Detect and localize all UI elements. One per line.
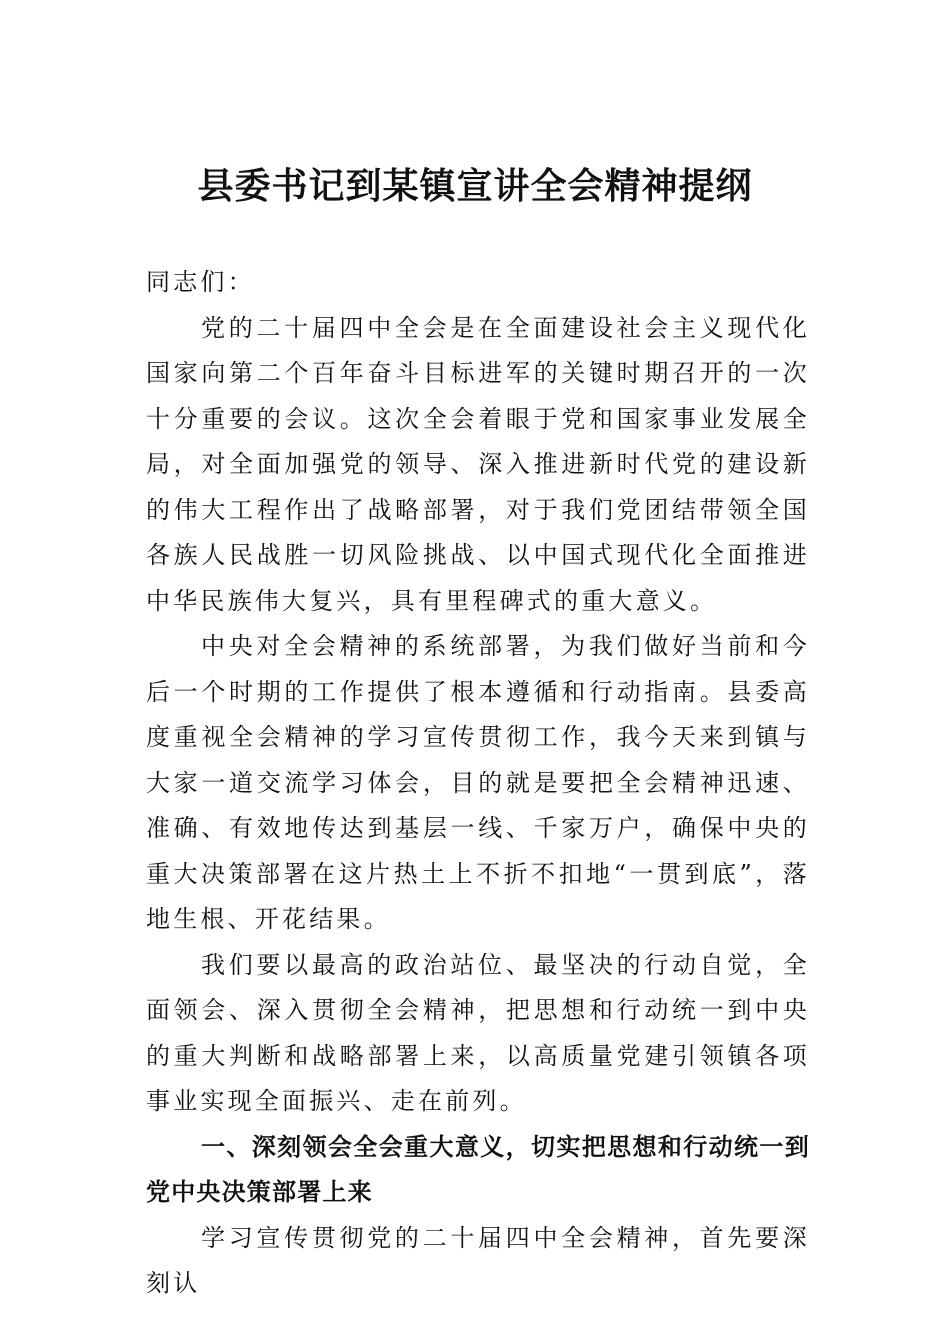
paragraph-3: 我们要以最高的政治站位、最坚决的行动自觉，全面领会、深入贯彻全会精神，把思想和行动统一到中央的重大判断和战略部署上来，以高质量党建引领镇各项事业实现全面振兴、走在前列。 [146, 950, 810, 1115]
salutation: 同志们： [146, 268, 255, 296]
document-title: 县委书记到某镇宣讲全会精神提纲 [197, 165, 753, 207]
document-body [146, 260, 810, 1307]
paragraph-2: 中央对全会精神的系统部署，为我们做好当前和今后一个时期的工作提供了根本遵循和行动指南。县委高度重视全会精神的学习宣传贯彻工作，我今天来到镇与大家一道交流学习体会，目的就是要把全会精神迅速、准确、有效地传达到基层一线、千家万户，确保中央的重大决策部署在这片热土上不折不扣地“一贯到底”，落地生根、开花结果。 [146, 632, 810, 933]
paragraph-1: 党的二十届四中全会是在全面建设社会主义现代化国家向第二个百年奋斗目标进军的关键时期召开的一次十分重要的会议。这次全会着眼于党和国家事业发展全局，对全面加强党的领导、深入推进新时代党的建设新的伟大工程作出了战略部署，对于我们党团结带领全国各族人民战胜一切风险挑战、以中国式现代化全面推进中华民族伟大复兴，具有里程碑式的重大意义。 [146, 313, 810, 615]
section-paragraph: 学习宣传贯彻党的二十届四中全会精神，首先要深刻认 [146, 1223, 810, 1297]
section-heading: 一、深刻领会全会重大意义，切实把思想和行动统一到党中央决策部署上来 [146, 1132, 810, 1206]
